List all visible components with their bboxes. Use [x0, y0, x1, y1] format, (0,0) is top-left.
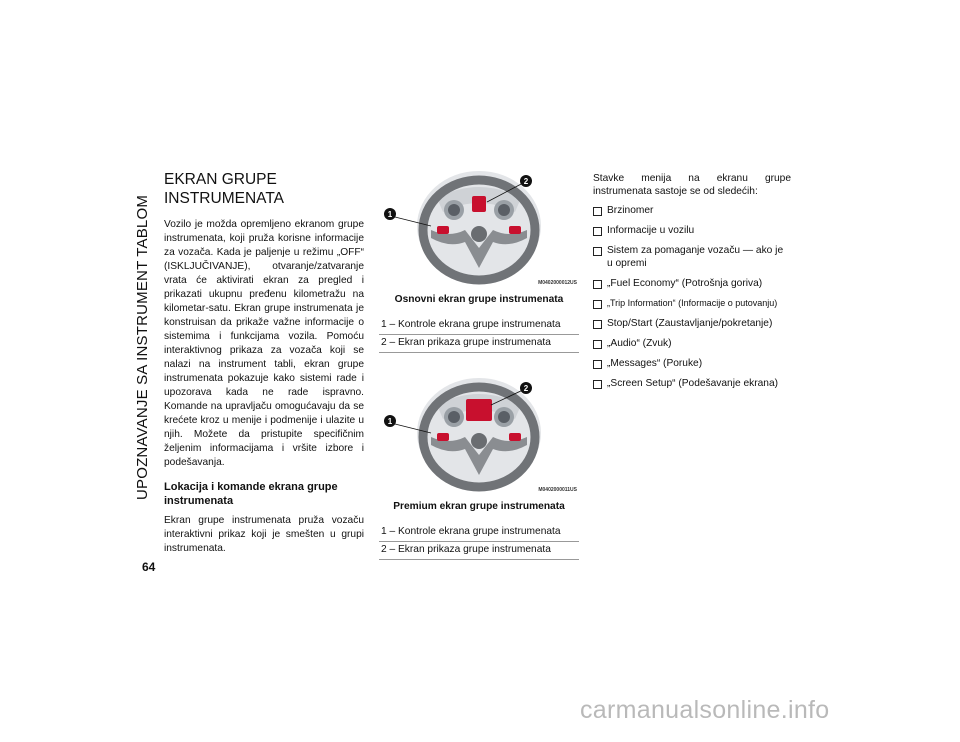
list-item	[593, 337, 791, 350]
list-item	[593, 244, 791, 270]
list-item	[593, 377, 791, 390]
menu-items-list	[593, 204, 791, 390]
figure-premium-cluster	[379, 375, 579, 495]
right-column	[593, 172, 791, 397]
figure-code: M0402000012US	[538, 280, 577, 286]
figure-legend	[379, 524, 579, 560]
legend-item: 2 – Ekran prikaza grupe instrumenata	[381, 337, 551, 348]
callout-2: 2	[523, 384, 529, 393]
list-item-text: Sistem za pomaganje vozaču — ako je u opremi	[607, 245, 784, 269]
checkbox-icon	[593, 340, 602, 349]
list-item-text: „Screen Setup“ (Podešavanje ekrana)	[607, 378, 779, 389]
figure-caption: Premium ekran grupe instrumenata	[393, 501, 565, 512]
steering-wheel-image-premium	[379, 375, 579, 495]
list-item-text: „Audio“ (Zvuk)	[607, 338, 672, 349]
list-item	[593, 317, 791, 330]
checkbox-icon	[593, 280, 602, 289]
callout-1: 1	[387, 417, 393, 426]
page-number: 64	[142, 560, 156, 574]
list-item	[593, 204, 791, 217]
checkbox-icon	[593, 320, 602, 329]
left-column	[164, 170, 364, 556]
steering-wheel-image-basic	[379, 168, 579, 288]
list-item-text: Brzinomer	[607, 205, 654, 216]
callout-2: 2	[523, 177, 529, 186]
checkbox-icon	[593, 380, 602, 389]
list-item-text: Stop/Start (Zaustavljanje/pokretanje)	[607, 318, 773, 329]
list-item	[593, 224, 791, 237]
location-paragraph: Ekran grupe instrumenata pruža vozaču interaktivni prikaz koji je smešten u grupi instrumenata.	[164, 515, 364, 554]
list-item-text: Informacije u vozilu	[607, 225, 695, 236]
figures-column	[379, 168, 579, 560]
figure-caption: Osnovni ekran grupe instrumenata	[394, 294, 564, 305]
list-item-text: „Trip Information“ (Informacije o putovanju)	[607, 298, 778, 308]
intro-paragraph: Vozilo je možda opremljeno ekranom grupe instrumenata, koji pruža korisne informacije za vozača. Kada je paljenje u režimu „OFF“ (ISKLJUČIVANJE), otvaranje/zatvaranje vrata će aktivirati ekran za pregled i prikazati ukupnu pređenu kilometražu na kilometar-satu. Ekran grupe instrumenata je konstruisan da prikaže važne informacije o sistemima i funkcijama vozila. Pomoću interaktivnog prikaza za vozača koji se nalazi na instrument tabli, ekran grupe instrumenata pokazuje kako sistemi rade i upozorava kada ne rade ispravno. Komande na upravljaču omogućavaju da se krećete kroz u menije i podmenije i ulazite u njih. Možete da pristupite specifičnim željenim informacijama i vršite izbore i podešavanja.	[164, 219, 364, 468]
figure-code: M0402000011US	[538, 487, 577, 493]
legend-item: 2 – Ekran prikaza grupe instrumenata	[381, 544, 551, 555]
side-tab	[131, 170, 155, 524]
list-item-text: „Fuel Economy“ (Potrošnja goriva)	[607, 278, 763, 289]
legend-item: 1 – Kontrole ekrana grupe instrumenata	[379, 524, 579, 542]
callout-1: 1	[387, 210, 393, 219]
list-item	[593, 297, 791, 310]
legend-item: 1 – Kontrole ekrana grupe instrumenata	[379, 317, 579, 335]
list-item	[593, 277, 791, 290]
list-item-text: „Messages“ (Poruke)	[607, 358, 703, 369]
figure-legend	[379, 317, 579, 353]
watermark: carmanualsonline.info	[580, 696, 830, 724]
page-title: EKRAN GRUPE INSTRUMENATA	[164, 171, 284, 207]
menu-intro: Stavke menija na ekranu grupe instrumenata sastoje se od sledećih:	[593, 173, 791, 197]
section-subheading: Lokacija i komande ekrana grupe instrumenata	[164, 481, 338, 507]
list-item	[593, 357, 791, 370]
checkbox-icon	[593, 300, 602, 309]
side-tab-label: UPOZNAVANJE SA INSTRUMENT TABLOM	[134, 194, 152, 500]
figure-basic-cluster	[379, 168, 579, 288]
checkbox-icon	[593, 247, 602, 256]
checkbox-icon	[593, 227, 602, 236]
checkbox-icon	[593, 360, 602, 369]
checkbox-icon	[593, 207, 602, 216]
